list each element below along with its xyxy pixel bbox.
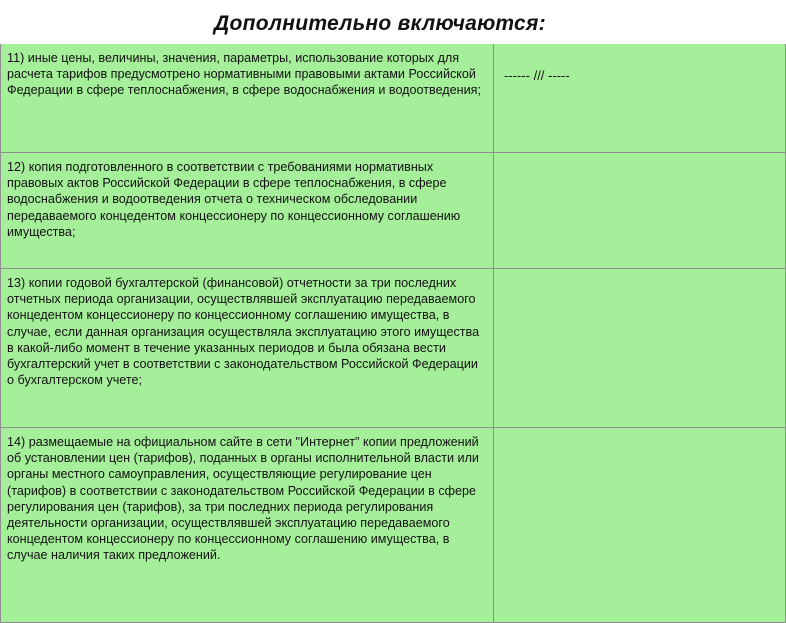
table-row	[1, 153, 786, 269]
row-text: 14) размещаемые на официальном сайте в сети "Интернет" копии предложений об установлении цен (тарифов), поданных в органы исполнительной власти или органы местного самоуправления, осуществляющие регулирование цен (тарифов) в соответствии с законодательством Российской Федерации в сфере регулирования цен (тарифов), за три последних периода регулирования деятельности организации, осуществлявшей эксплуатацию передаваемого концедентом концессионеру по концессионному соглашению имущества, в случае наличия таких предложений.	[1, 428, 494, 623]
row-text: 12) копия подготовленного в соответствии с требованиями нормативных правовых актов Российской Федерации в сфере теплоснабжения, в сфере водоснабжения и водоотведения отчета о техническом обследовании передаваемого концедентом концессионеру по концессионному соглашению имущества;	[1, 153, 494, 269]
row-note	[494, 428, 786, 623]
table-row	[1, 269, 786, 428]
row-text: 13) копии годовой бухгалтерской (финансовой) отчетности за три последних отчетных периода организации, осуществлявшей эксплуатацию передаваемого концедентом концессионеру по концессионному соглашению имущества, в случае, если данная организация осуществляла эксплуатацию этого имущества в какой-либо момент в течение указанных периодов и была обязана вести бухгалтерский учет в соответствии с законодательством Российской Федерации о бухгалтерском учете;	[1, 269, 494, 428]
row-note	[494, 269, 786, 428]
row-text: 11) иные цены, величины, значения, параметры, использование которых для расчета тарифов предусмотрено нормативными правовыми актами Российской Федерации в сфере теплоснабжения, в сфере водоснабжения и водоотведения;	[1, 43, 494, 153]
table-row	[1, 428, 786, 623]
table-row	[1, 43, 786, 153]
row-note: ------ /// -----	[494, 43, 786, 153]
row-note	[494, 153, 786, 269]
slide-title: Дополнительно включаются:	[214, 12, 546, 35]
requirements-table	[0, 42, 786, 623]
